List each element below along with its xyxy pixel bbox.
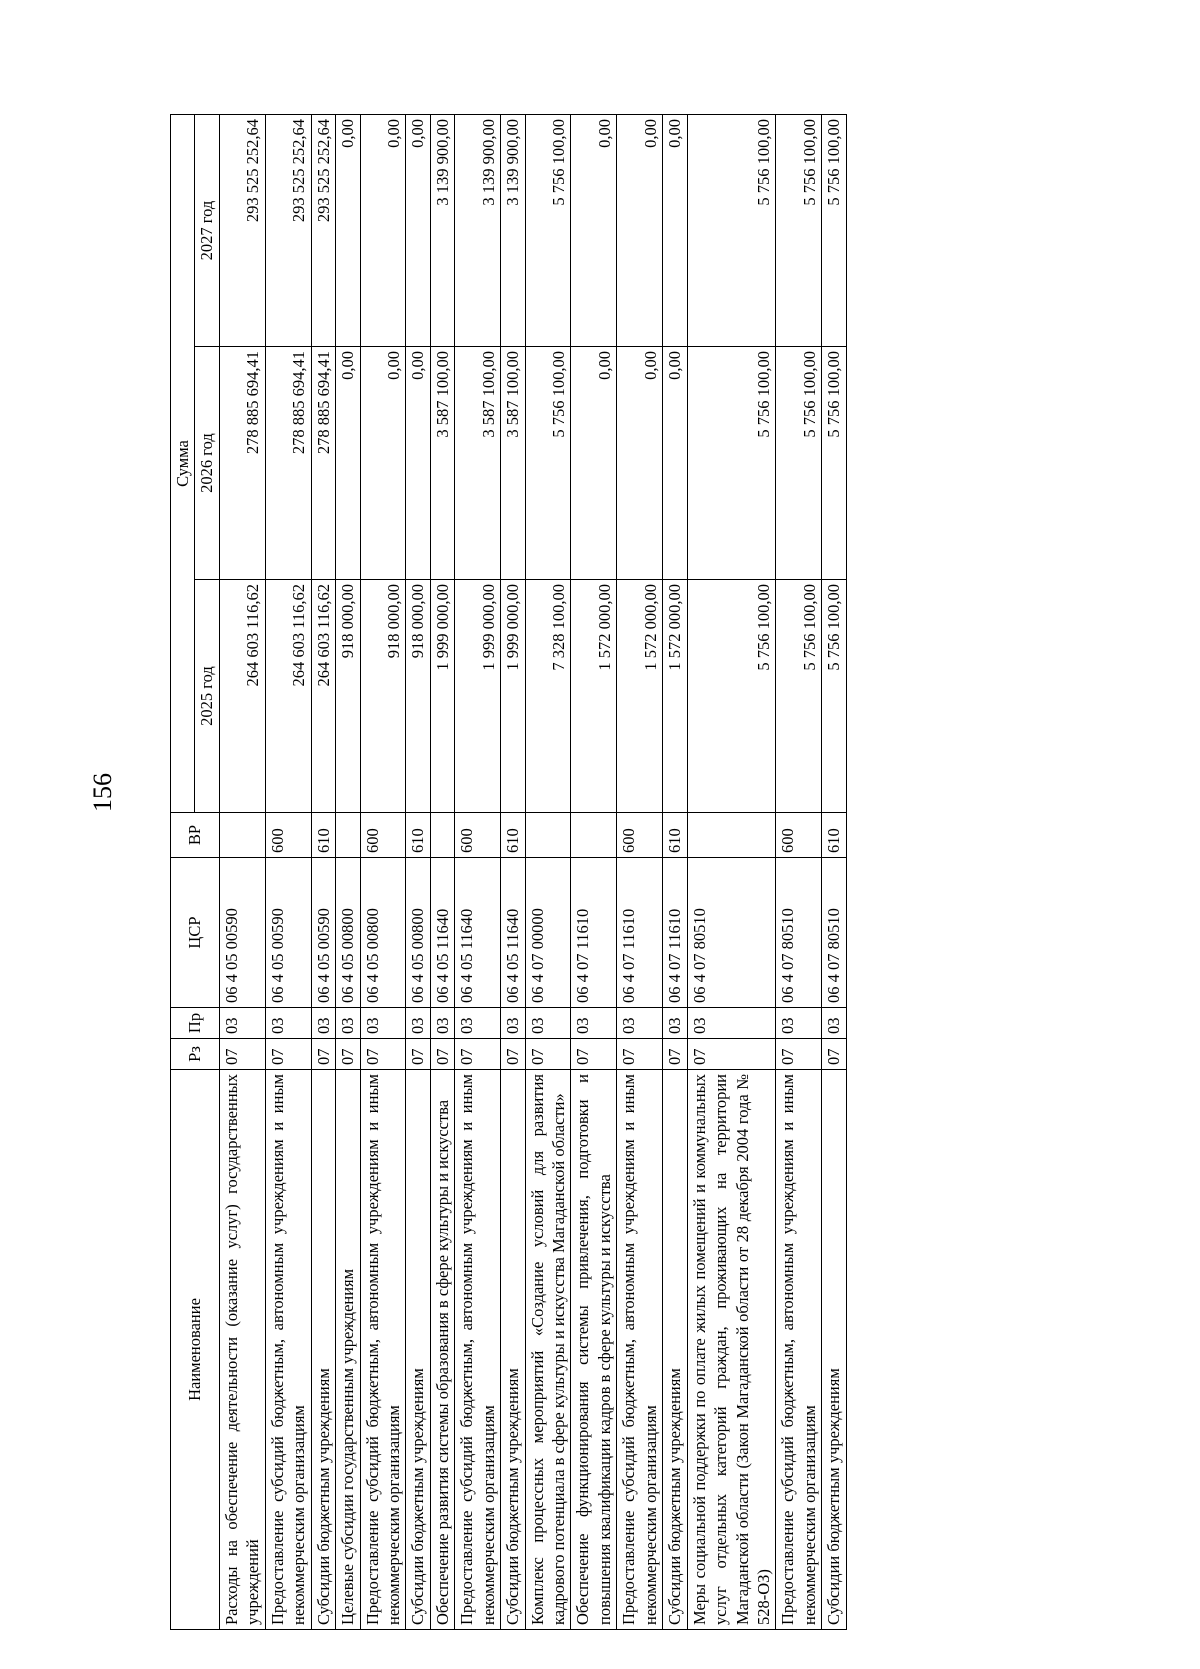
row-name: Субсидии бюджетным учреждениям: [406, 1070, 430, 1630]
table-row: [663, 115, 687, 1630]
row-vr: 610: [663, 813, 687, 858]
row-2027: 293 525 252,64: [219, 115, 265, 347]
header-row-top: [171, 115, 195, 1630]
row-pr: 03: [311, 1008, 335, 1039]
row-name: Обеспечение развития системы образования в сфере культуры и искусства: [430, 1070, 454, 1630]
row-2025: 5 756 100,00: [822, 580, 846, 813]
row-2026: 0,00: [336, 347, 360, 580]
row-rz: 07: [501, 1039, 525, 1070]
header-2025: 2025 год: [195, 580, 219, 813]
row-rz: 07: [219, 1039, 265, 1070]
row-csr: 06 4 07 00000: [525, 858, 571, 1008]
row-rz: 07: [265, 1039, 311, 1070]
row-csr: 06 4 05 11640: [430, 858, 454, 1008]
row-pr: 03: [501, 1008, 525, 1039]
row-pr: 03: [822, 1008, 846, 1039]
row-name: Меры социальной поддержки по оплате жилых помещений и коммунальных услуг отдельных категорий граждан, проживающих на территории Магаданской области (Закон Магаданской области от 28 декабря 2004 года № 528-ОЗ): [687, 1070, 776, 1630]
header-rz: Рз: [171, 1039, 220, 1070]
row-rz: 07: [360, 1039, 406, 1070]
page-number: 156: [88, 773, 117, 812]
row-vr: 600: [360, 813, 406, 858]
row-2027: 5 756 100,00: [776, 115, 822, 347]
row-2025: 264 603 116,62: [219, 580, 265, 813]
row-pr: 03: [219, 1008, 265, 1039]
row-rz: 07: [336, 1039, 360, 1070]
table-row: [776, 115, 822, 1630]
row-pr: 03: [265, 1008, 311, 1039]
table-row: [430, 115, 454, 1630]
row-csr: 06 4 05 11640: [455, 858, 501, 1008]
row-2026: 278 885 694,41: [219, 347, 265, 580]
row-rz: 07: [406, 1039, 430, 1070]
row-2026: 278 885 694,41: [311, 347, 335, 580]
row-csr: 06 4 05 00800: [336, 858, 360, 1008]
row-2025: 918 000,00: [406, 580, 430, 813]
row-pr: 03: [406, 1008, 430, 1039]
header-sum: Сумма: [171, 115, 195, 813]
row-name: Субсидии бюджетным учреждениям: [501, 1070, 525, 1630]
table-row: [501, 115, 525, 1630]
table-row: [406, 115, 430, 1630]
row-vr: [336, 813, 360, 858]
row-pr: 03: [430, 1008, 454, 1039]
table-row: [455, 115, 501, 1630]
row-2025: 264 603 116,62: [311, 580, 335, 813]
row-name: Субсидии бюджетным учреждениям: [311, 1070, 335, 1630]
header-pr: Пр: [171, 1008, 220, 1039]
header-csr: ЦСР: [171, 858, 220, 1008]
row-2026: 5 756 100,00: [822, 347, 846, 580]
header-2026: 2026 год: [195, 347, 219, 580]
row-2025: 1 999 000,00: [455, 580, 501, 813]
header-name: Наименование: [171, 1070, 220, 1630]
row-pr: 03: [571, 1008, 617, 1039]
row-2027: 293 525 252,64: [265, 115, 311, 347]
row-pr: 03: [360, 1008, 406, 1039]
row-2026: 0,00: [617, 347, 663, 580]
budget-table: [170, 114, 847, 1630]
row-name: Комплекс процессных мероприятий «Создание условий для развития кадрового потенциала в сфере культуры и искусства Магаданской области»: [525, 1070, 571, 1630]
row-vr: 600: [617, 813, 663, 858]
rotated-table-wrapper: [170, 115, 1065, 1630]
row-vr: 600: [776, 813, 822, 858]
row-name: Предоставление субсидий бюджетным, автономным учреждениям и иным некоммерческим организациям: [776, 1070, 822, 1630]
row-rz: 07: [663, 1039, 687, 1070]
row-name: Субсидии бюджетным учреждениям: [663, 1070, 687, 1630]
row-2027: 5 756 100,00: [822, 115, 846, 347]
row-pr: 03: [663, 1008, 687, 1039]
row-csr: 06 4 05 00800: [406, 858, 430, 1008]
row-vr: 610: [311, 813, 335, 858]
table-row: [360, 115, 406, 1630]
row-rz: 07: [525, 1039, 571, 1070]
row-pr: 03: [617, 1008, 663, 1039]
row-2026: 0,00: [571, 347, 617, 580]
row-vr: 610: [501, 813, 525, 858]
row-2026: 0,00: [360, 347, 406, 580]
row-vr: 600: [265, 813, 311, 858]
row-rz: 07: [822, 1039, 846, 1070]
row-2026: 0,00: [663, 347, 687, 580]
row-rz: 07: [571, 1039, 617, 1070]
row-2027: 293 525 252,64: [311, 115, 335, 347]
row-vr: [219, 813, 265, 858]
table-body: [219, 115, 846, 1630]
row-2025: 264 603 116,62: [265, 580, 311, 813]
table-row: [617, 115, 663, 1630]
row-rz: 07: [687, 1039, 776, 1070]
row-name: Предоставление субсидий бюджетным, автономным учреждениям и иным некоммерческим организациям: [617, 1070, 663, 1630]
row-2025: 918 000,00: [336, 580, 360, 813]
row-2025: 1 999 000,00: [430, 580, 454, 813]
row-name: Целевые субсидии государственным учреждениям: [336, 1070, 360, 1630]
row-pr: 03: [525, 1008, 571, 1039]
row-csr: 06 4 07 11610: [571, 858, 617, 1008]
row-csr: 06 4 05 00590: [219, 858, 265, 1008]
row-2027: 3 139 900,00: [501, 115, 525, 347]
row-csr: 06 4 07 80510: [687, 858, 776, 1008]
table-row: [219, 115, 265, 1630]
row-2027: 0,00: [360, 115, 406, 347]
row-2025: 1 572 000,00: [571, 580, 617, 813]
row-2026: 3 587 100,00: [455, 347, 501, 580]
row-csr: 06 4 07 80510: [776, 858, 822, 1008]
row-pr: 03: [687, 1008, 776, 1039]
row-rz: 07: [430, 1039, 454, 1070]
row-csr: 06 4 05 00800: [360, 858, 406, 1008]
row-csr: 06 4 05 11640: [501, 858, 525, 1008]
table-row: [571, 115, 617, 1630]
header-2027: 2027 год: [195, 115, 219, 347]
row-rz: 07: [776, 1039, 822, 1070]
row-2026: 3 587 100,00: [501, 347, 525, 580]
row-2027: 0,00: [571, 115, 617, 347]
row-2025: 1 572 000,00: [617, 580, 663, 813]
row-pr: 03: [336, 1008, 360, 1039]
row-csr: 06 4 07 80510: [822, 858, 846, 1008]
row-csr: 06 4 05 00590: [265, 858, 311, 1008]
table-row: [311, 115, 335, 1630]
row-rz: 07: [617, 1039, 663, 1070]
row-vr: [687, 813, 776, 858]
row-pr: 03: [455, 1008, 501, 1039]
row-rz: 07: [311, 1039, 335, 1070]
row-2027: 5 756 100,00: [525, 115, 571, 347]
row-2027: 0,00: [336, 115, 360, 347]
row-rz: 07: [455, 1039, 501, 1070]
row-2025: 7 328 100,00: [525, 580, 571, 813]
row-2027: 3 139 900,00: [455, 115, 501, 347]
row-name: Предоставление субсидий бюджетным, автономным учреждениям и иным некоммерческим организациям: [455, 1070, 501, 1630]
table-row: [336, 115, 360, 1630]
row-2026: 5 756 100,00: [776, 347, 822, 580]
row-2026: 5 756 100,00: [525, 347, 571, 580]
row-pr: 03: [776, 1008, 822, 1039]
row-2025: 1 572 000,00: [663, 580, 687, 813]
row-vr: [571, 813, 617, 858]
table-row: [265, 115, 311, 1630]
row-2025: 918 000,00: [360, 580, 406, 813]
row-2027: 3 139 900,00: [430, 115, 454, 347]
row-2027: 0,00: [406, 115, 430, 347]
row-2025: 5 756 100,00: [776, 580, 822, 813]
row-2027: 0,00: [617, 115, 663, 347]
row-2027: 0,00: [663, 115, 687, 347]
row-name: Расходы на обеспечение деятельности (оказание услуг) государственных учреждений: [219, 1070, 265, 1630]
table-row: [822, 115, 846, 1630]
row-2025: 5 756 100,00: [687, 580, 776, 813]
row-vr: [525, 813, 571, 858]
row-vr: 600: [455, 813, 501, 858]
row-csr: 06 4 05 00590: [311, 858, 335, 1008]
row-csr: 06 4 07 11610: [663, 858, 687, 1008]
row-2026: 0,00: [406, 347, 430, 580]
row-vr: [430, 813, 454, 858]
table-row: [687, 115, 776, 1630]
row-vr: 610: [406, 813, 430, 858]
row-name: Субсидии бюджетным учреждениям: [822, 1070, 846, 1630]
row-2026: 3 587 100,00: [430, 347, 454, 580]
row-csr: 06 4 07 11610: [617, 858, 663, 1008]
row-name: Предоставление субсидий бюджетным, автономным учреждениям и иным некоммерческим организациям: [265, 1070, 311, 1630]
row-vr: 610: [822, 813, 846, 858]
row-name: Предоставление субсидий бюджетным, автономным учреждениям и иным некоммерческим организациям: [360, 1070, 406, 1630]
row-2026: 278 885 694,41: [265, 347, 311, 580]
row-2026: 5 756 100,00: [687, 347, 776, 580]
row-2025: 1 999 000,00: [501, 580, 525, 813]
row-name: Обеспечение функционирования системы привлечения, подготовки и повышения квалификации кадров в сфере культуры и искусства: [571, 1070, 617, 1630]
row-2027: 5 756 100,00: [687, 115, 776, 347]
header-vr: ВР: [171, 813, 220, 858]
table-row: [525, 115, 571, 1630]
